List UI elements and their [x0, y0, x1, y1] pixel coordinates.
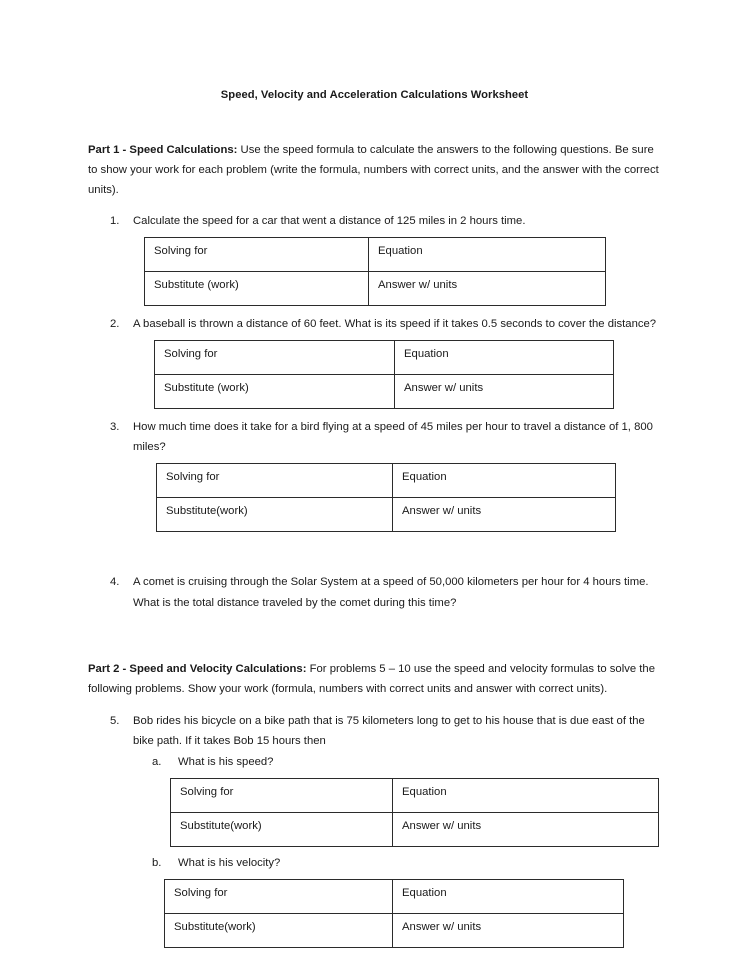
cell-solving-for: Solving for — [155, 341, 395, 375]
cell-answer: Answer w/ units — [393, 914, 624, 948]
cell-equation: Equation — [393, 464, 616, 498]
cell-answer: Answer w/ units — [395, 375, 614, 409]
table-row — [171, 812, 659, 846]
question-5a — [0, 752, 749, 772]
table-row — [155, 375, 614, 409]
cell-solving-for: Solving for — [171, 778, 393, 812]
question-2 — [0, 314, 749, 334]
cell-substitute: Substitute(work) — [157, 498, 393, 532]
cell-equation: Equation — [369, 237, 606, 271]
question-5a-number: a. — [152, 755, 162, 768]
spacer — [0, 409, 749, 417]
question-1-table-wrap — [0, 237, 749, 306]
part-1-intro — [0, 140, 749, 201]
question-5a-table — [170, 778, 659, 847]
question-3-table — [156, 463, 616, 532]
cell-answer: Answer w/ units — [393, 812, 659, 846]
question-5-number: 5. — [110, 715, 120, 728]
page-title: Speed, Velocity and Acceleration Calculations Worksheet — [220, 89, 529, 101]
spacer — [0, 613, 749, 659]
question-1 — [0, 211, 749, 231]
question-2-table — [154, 340, 614, 409]
question-1-number: 1. — [110, 214, 120, 227]
part-2-label: Part 2 - Speed and Velocity Calculations: — [88, 662, 307, 675]
question-3-number: 3. — [110, 421, 120, 434]
part-1-label: Part 1 - Speed Calculations: — [88, 144, 238, 156]
question-3-text: How much time does it take for a bird flying at a speed of 45 miles per hour to travel a distance of 1, 800 miles? — [133, 421, 653, 454]
question-5b-table — [164, 879, 624, 948]
cell-substitute: Substitute (work) — [155, 375, 395, 409]
cell-equation: Equation — [393, 778, 659, 812]
table-row — [171, 778, 659, 812]
part-2-intro — [0, 659, 749, 699]
question-1-table — [144, 237, 606, 306]
cell-substitute: Substitute(work) — [165, 914, 393, 948]
question-5b-number: b. — [152, 856, 162, 869]
spacer — [0, 532, 749, 572]
question-5a-text: What is his speed? — [178, 755, 274, 768]
question-3-table-wrap — [0, 463, 749, 532]
cell-solving-for: Solving for — [165, 880, 393, 914]
question-4 — [0, 572, 749, 612]
question-5b-text: What is his velocity? — [178, 856, 281, 869]
spacer — [0, 101, 749, 119]
question-2-number: 2. — [110, 317, 120, 330]
question-4-text: A comet is cruising through the Solar System at a speed of 50,000 kilometers per hour for 4 hours time. What is the total distance traveled by the comet during this time? — [133, 576, 649, 609]
table-row — [145, 237, 606, 271]
cell-substitute: Substitute(work) — [171, 812, 393, 846]
question-5b-table-wrap — [0, 879, 749, 948]
spacer — [0, 699, 749, 711]
table-row — [157, 464, 616, 498]
table-row — [165, 914, 624, 948]
question-5 — [0, 711, 749, 751]
question-1-text: Calculate the speed for a car that went a distance of 125 miles in 2 hours time. — [133, 214, 526, 227]
cell-answer: Answer w/ units — [369, 271, 606, 305]
question-5a-table-wrap — [0, 778, 749, 847]
cell-equation: Equation — [395, 341, 614, 375]
part-2-body: For problems 5 – 10 use the speed and velocity formulas to solve the following problems. Show your work (formula, numbers with correct units and answer with correct units). — [88, 662, 655, 696]
spacer — [0, 201, 749, 211]
question-2-table-wrap — [0, 340, 749, 409]
question-3 — [0, 417, 749, 457]
cell-solving-for: Solving for — [157, 464, 393, 498]
table-row — [145, 271, 606, 305]
question-2-text: A baseball is thrown a distance of 60 feet. What is its speed if it takes 0.5 seconds to cover the distance? — [133, 317, 657, 330]
cell-answer: Answer w/ units — [393, 498, 616, 532]
table-row — [155, 341, 614, 375]
question-5b — [0, 853, 749, 873]
table-row — [157, 498, 616, 532]
cell-solving-for: Solving for — [145, 237, 369, 271]
question-4-number: 4. — [110, 576, 120, 589]
cell-equation: Equation — [393, 880, 624, 914]
cell-substitute: Substitute (work) — [145, 271, 369, 305]
table-row — [165, 880, 624, 914]
question-5-text: Bob rides his bicycle on a bike path that is 75 kilometers long to get to his house that is due east of the bike path. If it takes Bob 15 hours then — [133, 715, 645, 748]
spacer — [0, 306, 749, 314]
part-1-body: Use the speed formula to calculate the answers to the following questions. Be sure to show your work for each problem (write the formula, numbers with correct units, and the answer with the correct units). — [88, 144, 659, 197]
